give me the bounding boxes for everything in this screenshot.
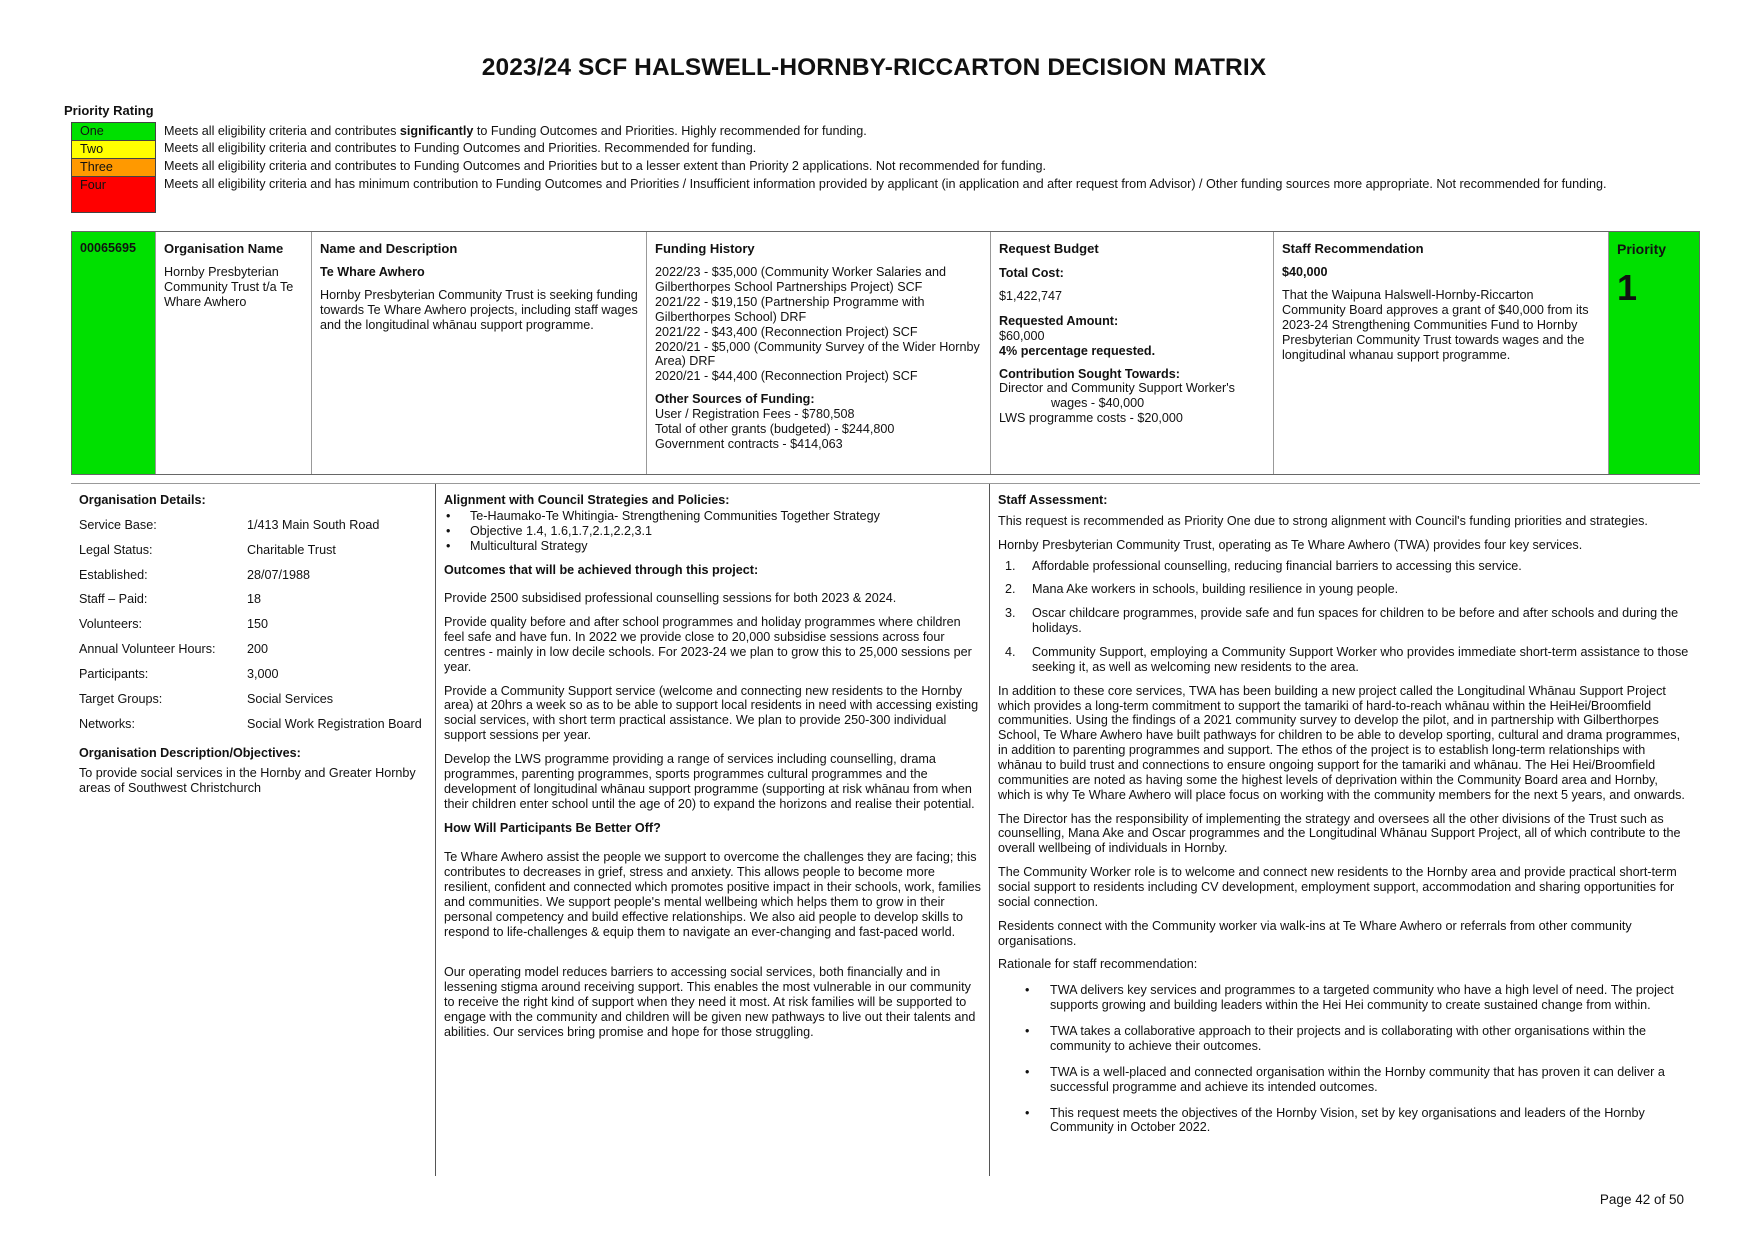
assessment-paragraph: In addition to these core services, TWA has been building a new project called the Longitudinal Whānau Support Project which provides a long-term commitment to support the tamariki of hard-to-reach whānau within the HeiHei/Broomfield communities. Using the findings of a 2021 community survey to develop the pilot, and in partnership with Gilberthorpes School, Te Whare Awhero have built pathways for children to be able to develop sporting, cultural and drama programmes, in addition to parenting programmes and support. The ethos of the project is to establish long-term relationships with whānau to build trust and connections to ensure ongoing support for the tamariki and whānau. The Hei Hei/Broomfield communities are noted as having some the highest levels of deprivation within the Community Board area and Hornby, which is why Te Whare Awhero will place focus on working with the community members for the next 5 years, and onwards.: [998, 683, 1685, 802]
priority-swatch-two: Two: [72, 140, 156, 158]
column-heading: Organisation Name: [164, 241, 284, 256]
assessment-paragraph: The Community Worker role is to welcome and connect new residents to the Hornby area and provide practical short-term social support to residents including CV development, employment support, accommodation and sharing opportunities for social connection.: [998, 865, 1677, 909]
priority-swatch-one: One: [72, 123, 156, 141]
priority-desc-four: Meets all eligibility criteria and has minimum contribution to Funding Outcomes and Priorities / Insufficient information provided by applicant (in application and after request from Advisor) / Other funding sources more appropriate. Not recommended for funding.: [164, 177, 1607, 192]
outcome-paragraph: Provide 2500 subsidised professional counselling sessions for both 2023 & 2024.: [444, 591, 897, 606]
services-intro: Hornby Presbyterian Community Trust, operating as Te Whare Awhero (TWA) provides four key services.: [998, 537, 1583, 552]
total-cost-label: Total Cost:: [999, 266, 1064, 281]
priority-legend-row: [72, 158, 1671, 176]
detail-row: Staff – Paid: 18: [79, 592, 262, 607]
list-item: 1. Affordable professional counselling, reducing financial barriers to accessing this service.: [1005, 558, 1522, 573]
priority-desc-one: Meets all eligibility criteria and contributes significantly to Funding Outcomes and Priorities. Highly recommended for funding.: [164, 123, 867, 138]
percentage-requested: 4% percentage requested.: [999, 343, 1156, 358]
project-name: Te Whare Awhero: [320, 265, 425, 280]
priority-desc-three: Meets all eligibility criteria and contributes to Funding Outcomes and Priorities but to a lesser extent than Priority 2 applications. Not recommended for funding.: [164, 159, 1047, 174]
recommended-amount: $40,000: [1282, 265, 1328, 280]
priority-swatch-four: Four: [72, 176, 156, 212]
organisation-name-cell: [156, 232, 312, 474]
column-heading: Staff Recommendation: [1282, 241, 1424, 256]
priority-legend-row: [72, 123, 1671, 141]
assessment-intro: This request is recommended as Priority One due to strong alignment with Council's funding priorities and strategies.: [998, 513, 1648, 528]
funding-history-item: 2021/22 - $19,150 (Partnership Programme with Gilberthorpes School) DRF: [655, 295, 925, 324]
better-off-paragraph: Te Whare Awhero assist the people we support to overcome the challenges they are facing; this contributes to decreases in grief, stress and anxiety. This allows people to become more resilient, confident and connected which promotes positive impact in their schools, work, families and communities. We support people's mental wellbeing which helps them to grow in their personal competency and build effective relationships. We also aid people to develop skills to respond to life-challenges & equip them to navigate an ever-changing and fast-paced world.: [444, 850, 981, 939]
organisation-name: Hornby Presbyterian Community Trust t/a Te Whare Awhero: [164, 265, 294, 310]
funding-history-item: 2020/21 - $44,400 (Reconnection Project) SCF: [655, 369, 918, 384]
priority-legend-row: [72, 176, 1671, 212]
funding-history-item: 2022/23 - $35,000 (Community Worker Salaries and Gilberthorpes School Partnerships Project) SCF: [655, 265, 946, 295]
decision-matrix-row: [71, 231, 1700, 475]
list-item: • TWA is a well-placed and connected organisation within the Hornby community that has proven it can deliver a successful programme and achieve its intended outcomes.: [998, 1065, 1692, 1095]
detail-row: Participants: 3,000: [79, 667, 279, 682]
other-funding-heading: Other Sources of Funding:: [655, 392, 815, 407]
detail-row: Annual Volunteer Hours: 200: [79, 642, 269, 657]
priority-rating-heading: Priority Rating: [64, 103, 154, 118]
organisation-description: To provide social services in the Hornby and Greater Hornby areas of Southwest Christchurch: [79, 766, 416, 796]
alignment-heading: Alignment with Council Strategies and Policies:: [444, 493, 730, 507]
better-off-paragraph: Our operating model reduces barriers to accessing social services, both financially and in lessening stigma around receiving support. This enables the most vulnerable in our community to receive the right kind of support when they need it most. At risk families will be supported to engage with the community and children will be given new pathways to live out their talents and abilities. Our services bring promise and hope for those struggling.: [444, 965, 976, 1039]
priority-rating-legend: [71, 122, 1671, 213]
detail-row: Networks: Social Work Registration Board: [79, 716, 422, 731]
requested-amount-label: Requested Amount:: [999, 314, 1119, 329]
list-item: • TWA delivers key services and programmes to a targeted community who have a high level of need. The project supports growing and building leaders within the Hei Hei community to create sustained change from within.: [998, 983, 1692, 1013]
other-funding-item: Government contracts - $414,063: [655, 436, 843, 451]
detail-row: Established: 28/07/1988: [79, 567, 311, 582]
list-item: • Te-Haumako-Te Whitingia- Strengthening Communities Together Strategy: [444, 509, 981, 524]
list-item: 4. Community Support, employing a Community Support Worker who provides immediate short-term assistance to those seeking it, as well as welcoming new residents to the area.: [1005, 645, 1689, 674]
list-item: 2. Mana Ake workers in schools, building resilience in young people.: [1005, 582, 1399, 597]
name-description-cell: [312, 232, 647, 474]
contribution-label: Contribution Sought Towards:: [999, 366, 1180, 381]
organisation-details-column: [71, 484, 436, 1176]
organisation-description-heading: Organisation Description/Objectives:: [79, 745, 301, 760]
funding-history-item: 2021/22 - $43,400 (Reconnection Project) SCF: [655, 324, 918, 339]
assessment-paragraph: Residents connect with the Community worker via walk-ins at Te Whare Awhero or referrals from other community organisations.: [998, 918, 1632, 948]
outcome-paragraph: Develop the LWS programme providing a range of services including counselling, drama programmes, parenting programmes, sports programmes cultural programmes and the development of longitudinal whānau support programme (supporting at risk whānau from when their children enter school until the age of 20) to expand the horizons and realise their potential.: [444, 752, 975, 811]
column-heading: Priority: [1617, 241, 1667, 257]
column-heading: Funding History: [655, 241, 755, 256]
other-funding-item: User / Registration Fees - $780,508: [655, 407, 855, 422]
funding-history-item: 2020/21 - $5,000 (Community Survey of the Wider Hornby Area) DRF: [655, 339, 980, 369]
list-item: • Multicultural Strategy: [444, 539, 981, 554]
outcomes-heading: Outcomes that will be achieved through this project:: [444, 563, 759, 578]
services-list: [998, 559, 1692, 675]
detail-row: Service Base: 1/413 Main South Road: [79, 517, 380, 532]
assessment-paragraph: The Director has the responsibility of implementing the strategy and oversees all the other divisions of the Trust such as counselling, Mana Ake and Oscar programmes and the Longitudinal Whānau Support Project, all of which contribute to the overall wellbeing of individuals in Hornby.: [998, 811, 1681, 856]
list-item: 3. Oscar childcare programmes, provide safe and fun spaces for children to be before and after schools and during the holidays.: [1005, 606, 1679, 636]
details-section: [71, 484, 1700, 1176]
list-item: • Objective 1.4, 1.6,1.7,2.1,2.2,3.1: [444, 524, 981, 539]
total-cost-value: $1,422,747: [999, 289, 1063, 304]
priority-legend-row: [72, 140, 1671, 158]
detail-row: Volunteers: 150: [79, 617, 269, 632]
priority-swatch-three: Three: [72, 158, 156, 176]
priority-cell: [1609, 232, 1699, 474]
staff-assessment-column: [990, 484, 1700, 1176]
requested-amount-value: $60,000: [999, 328, 1045, 343]
rationale-heading: Rationale for staff recommendation:: [998, 957, 1198, 972]
strategy-list: [444, 509, 981, 554]
detail-row: Legal Status: Charitable Trust: [79, 542, 336, 557]
request-budget-cell: [991, 232, 1274, 474]
outcome-paragraph: Provide quality before and after school programmes and holiday programmes where children feel safe and have fun. In 2022 we provide close to 20,000 subsidise sessions across four centres - mainly in low decile schools. For 2023-24 we plan to grow this to 25,000 sessions per year.: [444, 615, 972, 674]
project-description: Hornby Presbyterian Community Trust is seeking funding towards Te Whare Awhero projects, including staff wages and the longitudinal whānau support programme.: [320, 288, 638, 332]
column-heading: Name and Description: [320, 241, 458, 256]
rationale-list: [998, 983, 1692, 1135]
staff-assessment-heading: Staff Assessment:: [998, 493, 1108, 507]
outcome-paragraph: Provide a Community Support service (welcome and connecting new residents to the Hornby area) at 20hrs a week so as to be able to support local residents in need with accessing existing social services, with short term practical assistance. We plan to provide 250-300 individual support sessions per year.: [444, 683, 979, 743]
priority-desc-two: Meets all eligibility criteria and contributes to Funding Outcomes and Priorities. Recommended for funding.: [164, 141, 757, 156]
funding-history-cell: [647, 232, 991, 474]
alignment-column: [436, 484, 990, 1176]
application-id: 00065695: [72, 232, 156, 474]
page-title: 2023/24 SCF HALSWELL-HORNBY-RICCARTON DECISION MATRIX: [481, 54, 1267, 81]
column-heading: Request Budget: [999, 241, 1099, 256]
other-funding-item: Total of other grants (budgeted) - $244,800: [655, 421, 895, 436]
contribution-line: LWS programme costs - $20,000: [999, 411, 1183, 426]
better-off-heading: How Will Participants Be Better Off?: [444, 821, 661, 836]
contribution-line: wages - $40,000: [1051, 396, 1145, 411]
page-number: Page 42 of 50: [1599, 1192, 1684, 1207]
list-item: • This request meets the objectives of the Hornby Vision, set by key organisations and leaders of the Hornby Community in October 2022.: [998, 1106, 1692, 1136]
detail-row: Target Groups: Social Services: [79, 691, 334, 706]
staff-recommendation-cell: [1274, 232, 1609, 474]
list-item: • TWA takes a collaborative approach to their projects and is collaborating with other organisations within the community to achieve their outcomes.: [998, 1024, 1692, 1054]
organisation-details-heading: Organisation Details:: [79, 493, 206, 507]
recommendation-text: That the Waipuna Halswell-Hornby-Riccarton Community Board approves a grant of $40,000 from its 2023-24 Strengthening Communities Fund to Hornby Presbyterian Community Trust towards wages and the longitudinal whanau support programme.: [1282, 288, 1589, 362]
contribution-line: Director and Community Support Worker's: [999, 381, 1235, 396]
priority-value: 1: [1617, 266, 1638, 308]
